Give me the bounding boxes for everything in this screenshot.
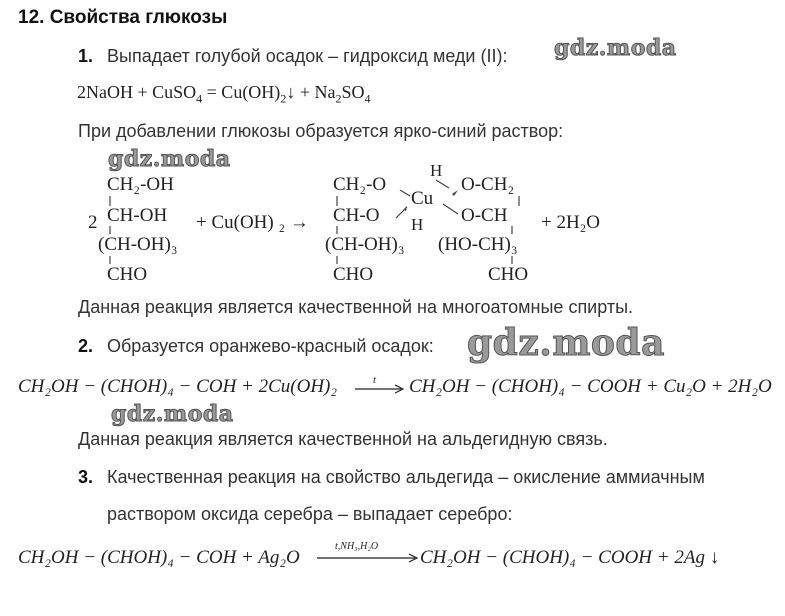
reaction-arrow-conditions	[315, 538, 419, 568]
item-2-text: Образуется оранжево-красный осадок:	[107, 336, 434, 356]
coefficient-2: 2	[88, 212, 98, 233]
page-title: 12. Свойства глюкозы	[18, 7, 228, 28]
plus-water: + 2H₂O	[541, 212, 601, 233]
complex-left-line-1: CH₂-O	[333, 174, 387, 195]
glucose-line-4: CHO	[107, 264, 148, 285]
equation-3-right: CH₂OH − (CHOH)₄ − COOH + 2Ag ↓	[420, 547, 720, 568]
complex-right-line-3: (HO-CH)₃	[438, 234, 518, 255]
complex-right-line-2: O-CH	[461, 205, 508, 226]
hydrogen-bottom: H	[411, 215, 424, 234]
polyol-test-note: Данная реакция является качественной на многоатомные спирты.	[78, 297, 634, 317]
watermark-logo: gdz.moda	[554, 35, 677, 61]
complex-left-line-2: CH-O	[333, 205, 380, 226]
complex-left-line-3: (CH-OH)₃	[325, 234, 405, 255]
item-3-text-line-1: Качественная реакция на свойство альдегида – окисление аммиачным	[107, 467, 705, 487]
svg-text:t: t	[373, 374, 377, 386]
glucose-line-3: (CH-OH)₃	[98, 234, 178, 255]
glucose-copper-complex-scheme	[0, 160, 785, 290]
equation-2-left: CH₂OH − (CHOH)₄ − COH + 2Cu(OH)₂	[18, 376, 337, 397]
item-2-number: 2.	[78, 336, 94, 356]
item-1-number: 1.	[78, 46, 94, 66]
svg-text:t,NH₃,H₂O: t,NH₃,H₂O	[335, 541, 379, 552]
complex-right-line-4: CHO	[488, 264, 529, 285]
complex-right-line-1: O-CH₂	[461, 174, 515, 195]
item-3-number: 3.	[78, 467, 94, 487]
equation-3-left: CH₂OH − (CHOH)₄ − COH + Ag₂O	[18, 547, 300, 568]
equation-naoh-cuso4: 2NaOH + CuSO$_4$ = $Cu(OH)_2↓ + Na_2SO_4$	[77, 82, 371, 106]
equation-2-right: CH₂OH − (CHOH)₄ − COOH + Cu₂O + 2H₂O	[409, 376, 772, 397]
complex-left-line-4: CHO	[333, 264, 374, 285]
watermark-logo: gdz.moda	[111, 401, 234, 427]
glucose-line-1: CH₂-OH	[107, 174, 174, 195]
watermark-logo: gdz.moda	[108, 146, 231, 172]
aldehyde-test-note: Данная реакция является качественной на альдегидную связь.	[78, 429, 608, 449]
copper-atom: Cu	[411, 188, 434, 209]
item-1-text: Выпадает голубой осадок – гидроксид меди (II):	[107, 46, 508, 66]
reaction-arrow-t	[353, 374, 405, 398]
plus-copper-hydroxide: + Cu(OH) ₂ →	[196, 212, 309, 233]
glucose-line-2: CH-OH	[107, 205, 168, 226]
item-3-text-line-2: раствором оксида серебра – выпадает серебро:	[107, 504, 513, 524]
hydrogen-top: H	[430, 161, 443, 180]
glucose-addition-text: При добавлении глюкозы образуется ярко-синий раствор:	[78, 121, 564, 141]
watermark-logo-large: gdz.moda	[467, 322, 665, 364]
